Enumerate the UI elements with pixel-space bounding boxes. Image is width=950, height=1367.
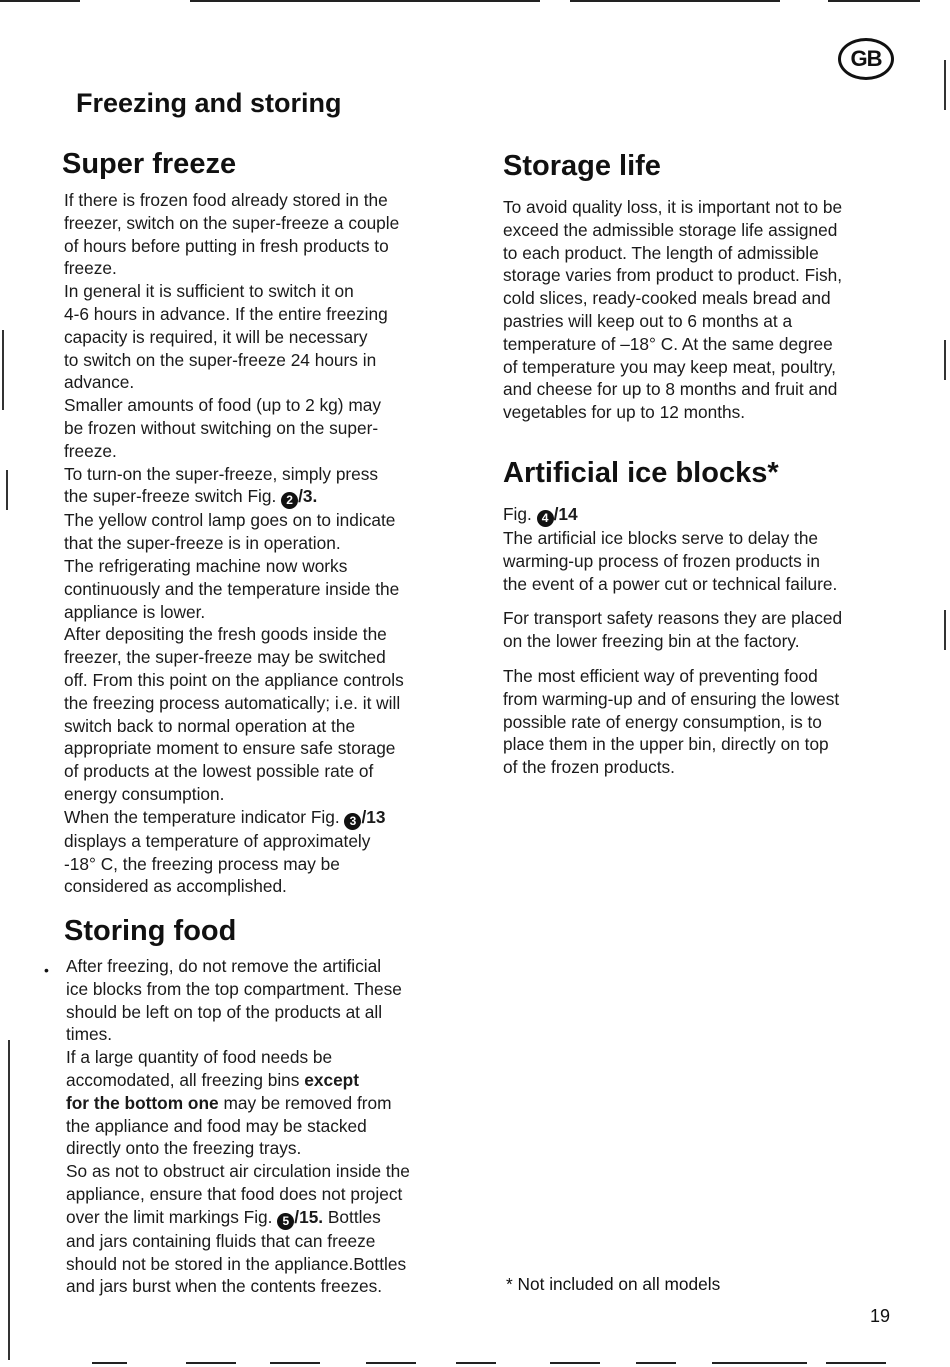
right-margin-line-1 [944,60,946,110]
figure-ref: /13 [361,806,386,827]
text-line: storage varies from product to product. Fish, [503,265,843,286]
text-line: The yellow control lamp goes on to indicate [64,510,396,531]
text-line: freeze. [64,440,117,461]
bottom-rule-1 [92,1362,127,1364]
text-line: should be left on top of the products at all [66,1001,383,1022]
bottom-rule-8 [712,1362,807,1364]
bullet-mark: • [44,962,49,978]
text-line: freeze. [64,258,117,279]
top-rule-1 [0,0,80,2]
text-line: on the lower freezing bin at the factory. [503,631,800,652]
text-line: the event of a power cut or technical failure. [503,573,838,594]
bottom-rule-2 [186,1362,236,1364]
figure-ref: /14 [553,504,578,524]
figure-number-badge: 5 [277,1213,294,1230]
footnote: * Not included on all models [506,1274,721,1294]
text-line [66,1069,466,1092]
text-line: -18° C, the freezing process may be [64,853,340,874]
text-line: of hours before putting in fresh products to [64,235,389,256]
text-line: capacity is required, it will be necessary [64,326,368,347]
top-rule-3 [570,0,780,2]
bottom-rule-3 [270,1362,320,1364]
text-line: to switch on the super-freeze 24 hours in [64,349,377,370]
text-line: continuously and the temperature inside the [64,578,400,599]
bottom-rule-6 [550,1362,600,1364]
super-freeze-body [64,189,464,898]
text-segment: the super-freeze switch Fig. [64,486,282,507]
text-line: freezer, switch on the super-freeze a couple [64,212,400,233]
figure-caption [503,503,903,527]
top-rule-2 [190,0,540,2]
left-margin-line-3 [8,1040,10,1360]
text-line: Smaller amounts of food (up to 2 kg) may [64,395,381,416]
emphasis-text: for the bottom one [66,1092,219,1113]
right-margin-line-2 [944,340,946,380]
text-line: the freezing process automatically; i.e. it will [64,692,401,713]
bottom-rule-9 [826,1362,886,1364]
paragraph [503,665,903,779]
super-freeze-heading: Super freeze [62,148,237,180]
text-segment: Fig. [503,504,537,524]
text-line: possible rate of energy consumption, is to [503,711,822,732]
text-line: to each product. The length of admissible [503,242,819,263]
ice-blocks-body [503,503,903,779]
text-line: pastries will keep out to 6 months at a [503,310,793,331]
storage-life-body [503,196,903,424]
figure-number-badge: 4 [537,510,554,527]
bottom-rule-4 [366,1362,416,1364]
paragraph [503,527,903,595]
text-line: and jars burst when the contents freezes. [66,1276,383,1297]
text-line: exceed the admissible storage life assigned [503,219,838,240]
text-line: place them in the upper bin, directly on top [503,734,829,755]
text-line: warming-up process of frozen products in [503,550,820,571]
text-line: directly onto the freezing trays. [66,1138,302,1159]
figure-ref: /3. [298,486,318,507]
text-line: cold slices, ready-cooked meals bread and [503,288,831,309]
right-margin-line-3 [944,610,946,650]
figure-ref: /15. [294,1206,324,1227]
text-line [66,1092,466,1115]
text-line [66,1206,466,1230]
text-segment: When the temperature indicator Fig. [64,806,345,827]
page-number: 19 [870,1306,891,1326]
text-line: considered as accomplished. [64,876,287,897]
text-line: displays a temperature of approximately [64,830,371,851]
text-line: energy consumption. [64,783,225,804]
language-badge: GB [838,38,894,80]
text-segment: over the limit markings Fig. [66,1206,278,1227]
text-line: After depositing the fresh goods inside the [64,624,387,645]
text-line: and jars containing fluids that can freeze [66,1230,376,1251]
figure-number-badge: 3 [344,813,361,830]
left-margin-line-2 [6,470,8,510]
text-line: The artificial ice blocks serve to delay the [503,528,819,548]
text-line: times. [66,1024,113,1045]
bottom-rule-5 [456,1362,496,1364]
text-line: In general it is sufficient to switch it on [64,281,354,302]
storing-food-body [66,955,466,1298]
text-segment: accomodated, all freezing bins [66,1069,305,1090]
text-line: If there is frozen food already stored in the [64,190,388,210]
text-line: ice blocks from the top compartment. These [66,978,402,999]
text-segment: Bottles [323,1206,381,1227]
text-line: The most efficient way of preventing food [503,665,818,686]
text-line: freezer, the super-freeze may be switched [64,647,386,668]
storing-food-heading: Storing food [64,915,237,947]
text-line: To avoid quality loss, it is important not to be [503,197,843,217]
text-line: So as not to obstruct air circulation inside the [66,1161,410,1182]
text-segment: may be removed from [218,1092,392,1113]
text-line: To turn-on the super-freeze, simply press [64,463,379,484]
top-rule-4 [828,0,920,2]
text-line: the appliance and food may be stacked [66,1115,367,1136]
text-line: off. From this point on the appliance controls [64,669,404,690]
text-line [64,806,464,830]
left-margin-line-1 [2,330,4,410]
page-title: Freezing and storing [76,88,342,118]
text-line: appropriate moment to ensure safe storage [64,738,396,759]
paragraph [503,607,903,653]
text-line: If a large quantity of food needs be [66,1047,333,1068]
text-line: that the super-freeze is in operation. [64,533,341,554]
ice-blocks-heading: Artificial ice blocks* [503,457,779,489]
text-line: advance. [64,372,135,393]
text-line: temperature of –18° C. At the same degree [503,333,833,354]
text-line: from warming-up and of ensuring the lowest [503,688,840,709]
text-line: of the frozen products. [503,757,675,778]
text-line: 4-6 hours in advance. If the entire freezing [64,303,388,324]
text-line: of products at the lowest possible rate of [64,761,374,782]
text-line: appliance, ensure that food does not project [66,1183,403,1204]
storage-life-heading: Storage life [503,150,661,182]
text-line: and cheese for up to 8 months and fruit and [503,379,838,400]
text-line: vegetables for up to 12 months. [503,402,746,423]
text-line: switch back to normal operation at the [64,715,356,736]
text-line: The refrigerating machine now works [64,555,348,576]
bottom-rule-7 [636,1362,676,1364]
text-line [64,485,464,509]
figure-number-badge: 2 [281,492,298,509]
text-line: should not be stored in the appliance.Bottles [66,1253,407,1274]
text-line: of temperature you may keep meat, poultry, [503,356,836,377]
text-line: After freezing, do not remove the artificial [66,956,382,976]
text-line: For transport safety reasons they are placed [503,608,843,629]
text-line: be frozen without switching on the super- [64,417,379,438]
emphasis-text: except [304,1069,359,1090]
text-line: appliance is lower. [64,601,206,622]
